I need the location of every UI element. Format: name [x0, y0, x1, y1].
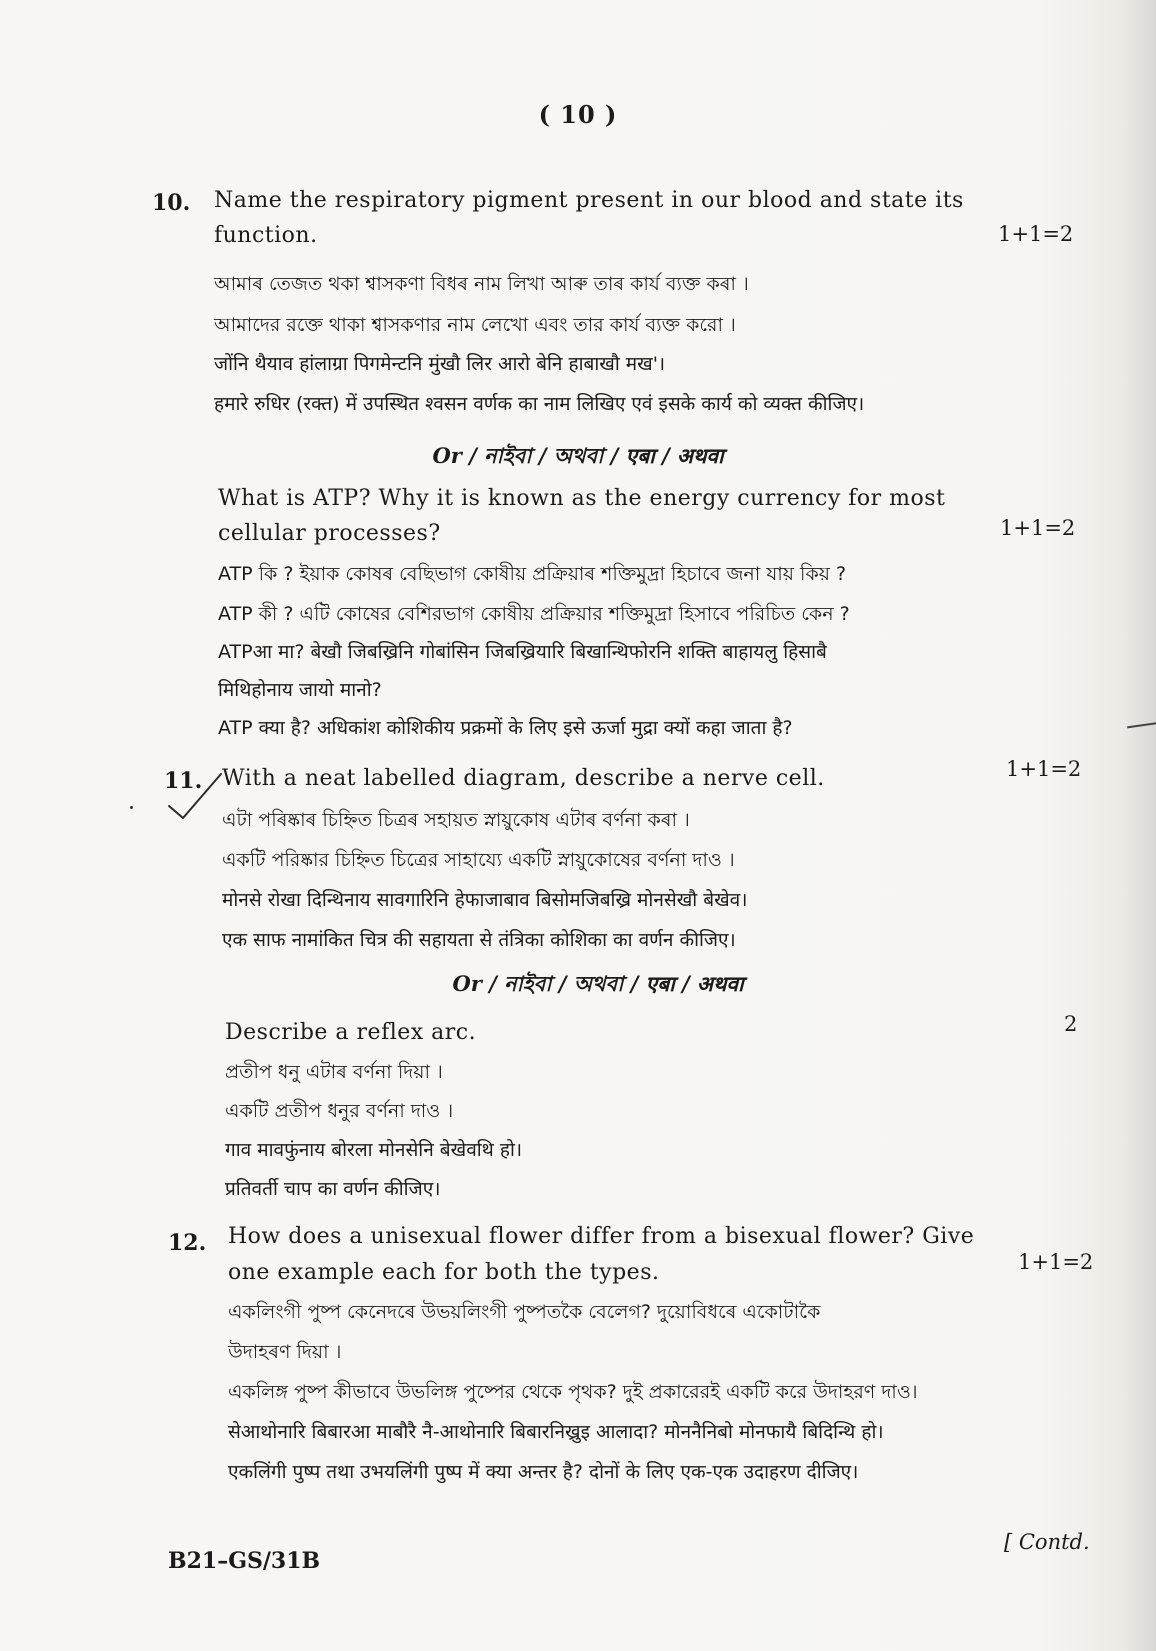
question-10-alt-hindi: ATP क्या है? अधिकांश कोशिकीय प्रक्रमों के लिए इसे ऊर्जा मुद्रा क्यों कहा जाता है? [218, 717, 793, 739]
question-10-alt-text-line-1: What is ATP? Why it is known as the energy currency for most [218, 486, 946, 511]
question-11-marks: 1+1=2 [1006, 757, 1082, 781]
question-12-marks: 1+1=2 [1018, 1250, 1094, 1274]
question-12-text-line-2: one example each for both the types. [228, 1260, 660, 1285]
question-11-alt-hindi: प्रतिवर्ती चाप का वर्णन कीजिए। [225, 1178, 441, 1200]
question-12-bodo: सेआथोनारि बिबारआ माबौरै नै-आथोनारि बिबारनिख्रुइ आलादा? मोननैनिबो मोनफायै बिदिन्थि हो। [228, 1421, 884, 1443]
question-11-number: 11. [164, 768, 203, 794]
question-10-alt-bodo-line-1: ATPआ मा? बेखौ जिबख्रिनि गोबांसिन जिबख्रियारि बिखान्थिफोरनि शक्ति बाहायलु हिसाबै [218, 641, 827, 663]
question-11-alt-assamese: প্ৰতীপ ধনু এটাৰ বৰ্ণনা দিয়া । [225, 1061, 443, 1083]
question-11-hindi: एक साफ नामांकित चित्र की सहायता से तंत्रिका कोशिका का वर्णन कीजिए। [222, 929, 736, 951]
question-10-alt-bengali: ATP কী ? এটি কোষের বেশিরভাগ কোষীয় প্রক্রিয়ার শক্তিমুদ্রা হিসাবে পরিচিত কেন ? [218, 603, 850, 625]
question-10-alt-assamese: ATP কি ? ইয়াক কোষৰ বেছিভাগ কোষীয় প্ৰক্ৰিয়াৰ শক্তিমুদ্ৰা হিচাবে জনা যায় কিয় ? [218, 563, 847, 585]
question-10-hindi: हमारे रुधिर (रक्त) में उपस्थित श्वसन वर्णक का नाम लिखिए एवं इसके कार्य को व्यक्त कीजिए। [214, 393, 865, 415]
question-12-assamese-line-2: উদাহৰণ দিয়া । [228, 1341, 342, 1363]
or-separator-10: Or / নাইবা / অথবা / एबा / अथवा [432, 443, 724, 468]
ink-dot [130, 806, 133, 809]
question-10-bodo: जोंनि थैयाव हांलाग्रा पिगमेन्टनि मुंखौ लिर आरो बेनि हाबाखौ मख'। [214, 353, 666, 375]
question-10-marks: 1+1=2 [998, 222, 1074, 246]
question-12-bengali: একলিঙ্গ পুষ্প কীভাবে উভলিঙ্গ পুষ্পের থেকে পৃথক? দুই প্রকারেরই একটি করে উদাহরণ দাও। [228, 1381, 918, 1403]
question-11-assamese: এটা পৰিষ্কাৰ চিহ্নিত চিত্ৰৰ সহায়ত স্নায়ুকোষ এটাৰ বৰ্ণনা কৰা । [222, 809, 690, 831]
question-10-alt-text-line-2: cellular processes? [218, 521, 441, 546]
question-10-text-line-1: Name the respiratory pigment present in our blood and state its [214, 188, 964, 213]
question-11-alt-marks: 2 [1064, 1012, 1078, 1036]
question-12-number: 12. [168, 1230, 207, 1256]
question-10-text-line-2: function. [214, 223, 318, 248]
pen-mark [1127, 722, 1156, 729]
question-11-bengali: একটি পরিষ্কার চিহ্নিত চিত্রের সাহায্যে একটি স্নায়ুকোষের বর্ণনা দাও । [222, 849, 735, 871]
question-10-alt-bodo-line-2: मिथिहोनाय जायो मानो? [218, 679, 382, 701]
question-10-number: 10. [152, 190, 191, 216]
question-10-alt-marks: 1+1=2 [1000, 516, 1076, 540]
checkmark-icon [167, 772, 225, 828]
paper-code: B21–GS/31B [168, 1548, 321, 1574]
question-10-bengali: আমাদের রক্তে থাকা শ্বাসকণার নাম লেখো এবং তার কার্য ব্যক্ত করো । [214, 314, 736, 336]
question-11-alt-bengali: একটি প্রতীপ ধনুর বর্ণনা দাও । [225, 1100, 454, 1122]
question-12-assamese-line-1: একলিংগী পুষ্প কেনেদৰে উভয়লিংগী পুষ্পতকৈ বেলেগ? দুয়োবিধৰে একোটাকৈ [228, 1301, 821, 1323]
question-10-assamese: আমাৰ তেজত থকা শ্বাসকণা বিধৰ নাম লিখা আৰু তাৰ কাৰ্য ব্যক্ত কৰা । [214, 273, 749, 295]
continued-note: [ Contd. [1004, 1530, 1090, 1554]
question-11-bodo: मोनसे रोखा दिन्थिनाय सावगारिनि हेफाजाबाव बिसोमजिबख्रि मोनसेखौ बेखेव। [222, 889, 748, 911]
question-11-text: With a neat labelled diagram, describe a nerve cell. [222, 766, 825, 791]
question-12-hindi: एकलिंगी पुष्प तथा उभयलिंगी पुष्प में क्या अन्तर है? दोनों के लिए एक-एक उदाहरण दीजिए। [228, 1461, 859, 1483]
page-number: ( 10 ) [538, 100, 618, 129]
or-separator-11: Or / নাইবা / অথবা / एबा / अथवा [452, 971, 744, 996]
question-12-text-line-1: How does a unisexual flower differ from a bisexual flower? Give [228, 1224, 975, 1249]
question-11-alt-text: Describe a reflex arc. [225, 1020, 477, 1045]
question-11-alt-bodo: गाव मावफुंनाय बोरला मोनसेनि बेखेवथि हो। [225, 1139, 523, 1161]
